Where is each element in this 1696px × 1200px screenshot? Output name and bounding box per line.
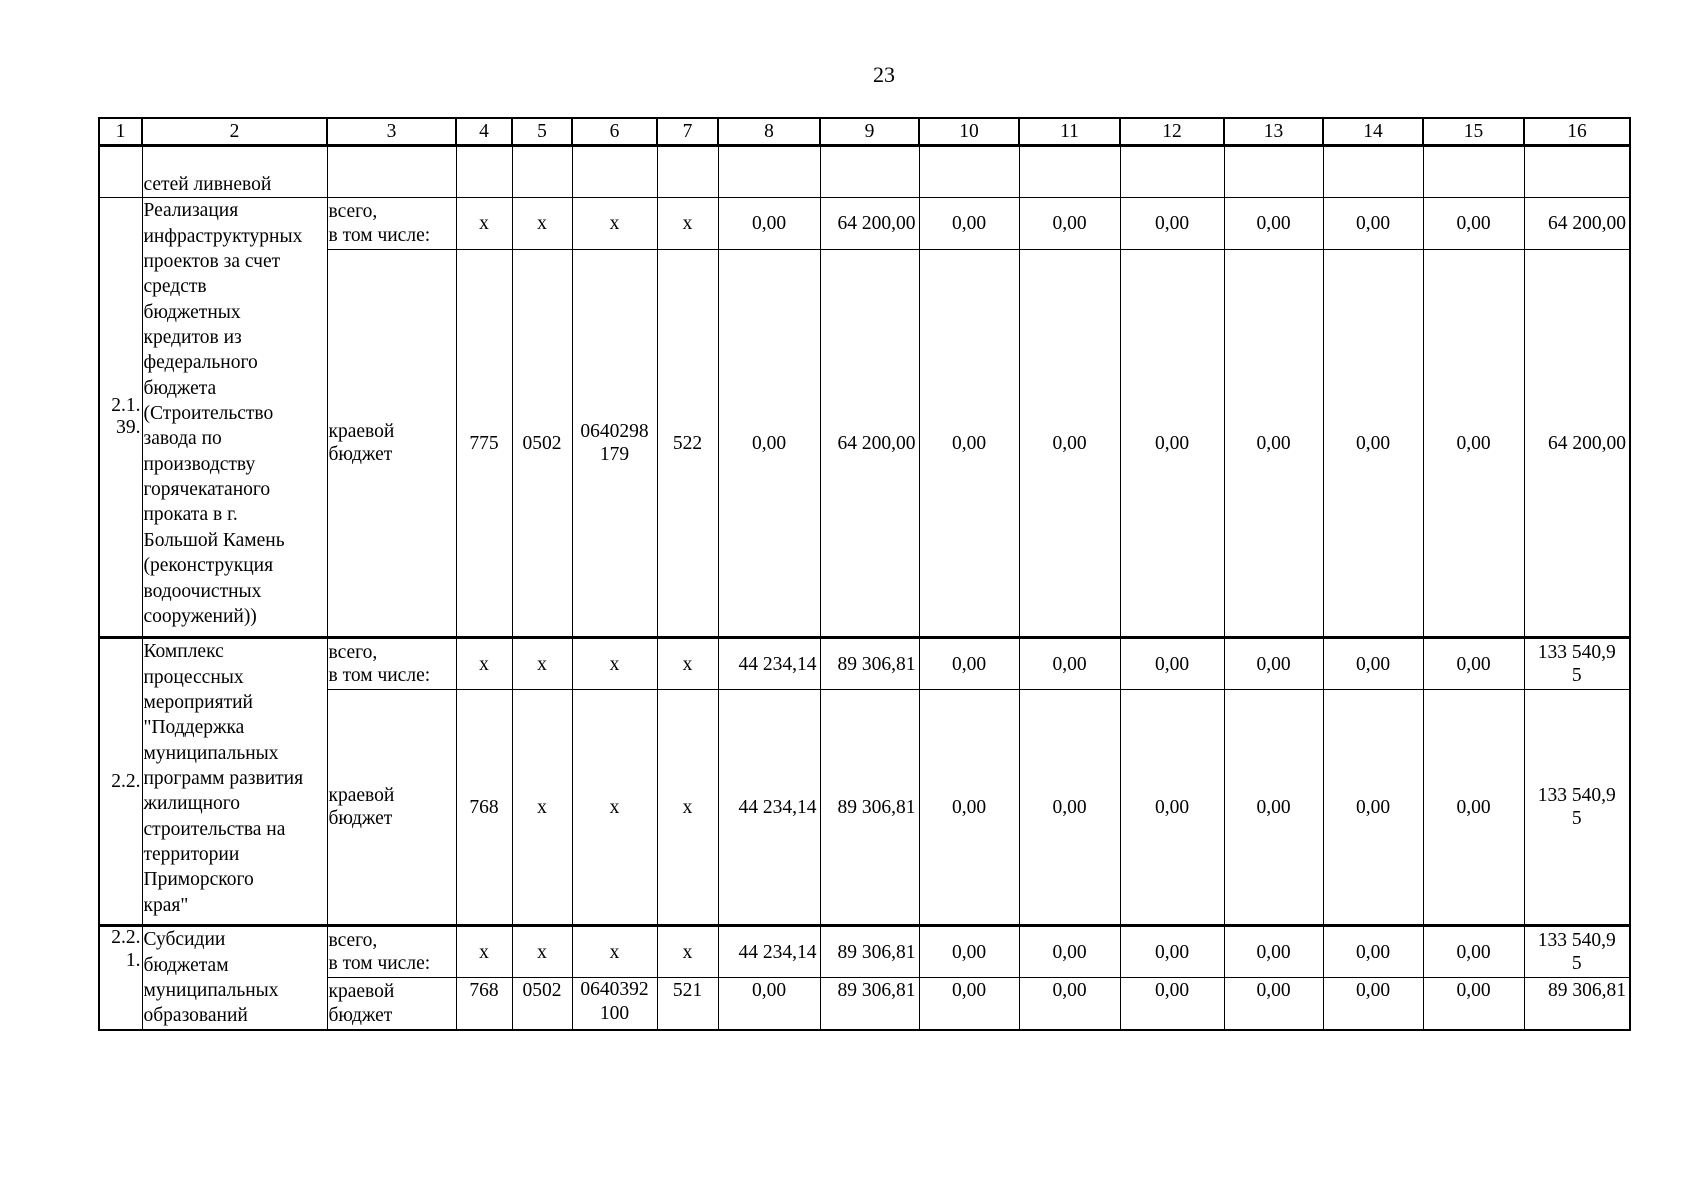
cell-col10: 0,00 xyxy=(919,250,1019,638)
column-header: 14 xyxy=(1323,118,1423,146)
cell-col6: х xyxy=(572,638,657,690)
empty-cell xyxy=(657,146,718,198)
cell-col12: 0,00 xyxy=(1120,638,1224,690)
cell-col11: 0,00 xyxy=(1019,638,1120,690)
page-number: 23 xyxy=(873,62,895,87)
item-name: Комплекс процессных мероприятий "Поддержка муниципальных программ развития жилищного строительства на территории Приморского края" xyxy=(142,638,327,926)
cell-col15: 0,00 xyxy=(1423,250,1524,638)
cell-col8: 44 234,14 xyxy=(718,926,820,978)
table-row-2-2-total xyxy=(99,638,1630,690)
cell-col13: 0,00 xyxy=(1224,690,1323,926)
empty-cell xyxy=(512,146,572,198)
column-header: 7 xyxy=(657,118,718,146)
cell-col9: 89 306,81 xyxy=(820,926,919,978)
cell-col9: 89 306,81 xyxy=(820,978,919,1030)
column-header: 9 xyxy=(820,118,919,146)
funding-source: краевой бюджет xyxy=(327,978,456,1030)
cell-col6: х xyxy=(572,926,657,978)
cell-col5: х xyxy=(512,690,572,926)
column-header: 15 xyxy=(1423,118,1524,146)
cell-col5: х xyxy=(512,198,572,250)
cell-col16: 133 540,9 5 xyxy=(1524,690,1630,926)
cell-col14: 0,00 xyxy=(1323,638,1423,690)
item-name-continuation: сетей ливневой xyxy=(142,146,327,198)
cell-col15: 0,00 xyxy=(1423,926,1524,978)
item-name: Субсидии бюджетам муниципальных образований xyxy=(142,926,327,1030)
cell-col8: 0,00 xyxy=(718,250,820,638)
cell-col14: 0,00 xyxy=(1323,250,1423,638)
empty-cell xyxy=(572,146,657,198)
cell-col13: 0,00 xyxy=(1224,638,1323,690)
item-number: 2.2. xyxy=(99,638,142,926)
cell-col9: 64 200,00 xyxy=(820,250,919,638)
funding-source: всего, в том числе: xyxy=(327,926,456,978)
empty-cell xyxy=(327,146,456,198)
cell-col12: 0,00 xyxy=(1120,690,1224,926)
cell-col12: 0,00 xyxy=(1120,978,1224,1030)
empty-cell xyxy=(1423,146,1524,198)
cell-col10: 0,00 xyxy=(919,638,1019,690)
cell-col12: 0,00 xyxy=(1120,926,1224,978)
column-header: 2 xyxy=(142,118,327,146)
cell-col14: 0,00 xyxy=(1323,978,1423,1030)
funding-source: всего, в том числе: xyxy=(327,198,456,250)
funding-source: всего, в том числе: xyxy=(327,638,456,690)
cell-col9: 89 306,81 xyxy=(820,690,919,926)
cell-col15: 0,00 xyxy=(1423,690,1524,926)
cell-col7: х xyxy=(657,926,718,978)
cell-col13: 0,00 xyxy=(1224,250,1323,638)
cell-col10: 0,00 xyxy=(919,926,1019,978)
cell-col6: х xyxy=(572,198,657,250)
funding-source: краевой бюджет xyxy=(327,250,456,638)
cell-col4: х xyxy=(456,926,512,978)
cell-col7: х xyxy=(657,198,718,250)
cell-col7: 521 xyxy=(657,978,718,1030)
cell-col4: 768 xyxy=(456,978,512,1030)
empty-cell xyxy=(1019,146,1120,198)
cell-col11: 0,00 xyxy=(1019,690,1120,926)
cell-col4: х xyxy=(456,198,512,250)
table-row-2-1-39-regional xyxy=(99,250,1630,638)
cell-col9: 89 306,81 xyxy=(820,638,919,690)
cell-col15: 0,00 xyxy=(1423,638,1524,690)
empty-cell xyxy=(820,146,919,198)
column-header: 4 xyxy=(456,118,512,146)
cell-col16: 133 540,9 5 xyxy=(1524,926,1630,978)
cell-col16: 89 306,81 xyxy=(1524,978,1630,1030)
cell-col10: 0,00 xyxy=(919,690,1019,926)
empty-cell xyxy=(1323,146,1423,198)
cell-col11: 0,00 xyxy=(1019,926,1120,978)
item-number: 2.1. 39. xyxy=(99,198,142,638)
cell-col16: 64 200,00 xyxy=(1524,198,1630,250)
cell-col13: 0,00 xyxy=(1224,198,1323,250)
cell-col11: 0,00 xyxy=(1019,250,1120,638)
cell-col5: х xyxy=(512,926,572,978)
item-name: Реализация инфраструктурных проектов за счет средств бюджетных кредитов из федерального бюджета (Строительство завода по производству горячекатаного проката в г. Большой Камень (реконструкция водоочистных сооружений)) xyxy=(142,198,327,638)
cell-col6: 0640392 100 xyxy=(572,978,657,1030)
cell-col16: 133 540,9 5 xyxy=(1524,638,1630,690)
table-row-2-2-1-total xyxy=(99,926,1630,978)
cell-col5: 0502 xyxy=(512,978,572,1030)
empty-cell xyxy=(718,146,820,198)
table-row-2-2-regional xyxy=(99,690,1630,926)
cell-col13: 0,00 xyxy=(1224,978,1323,1030)
cell-col9: 64 200,00 xyxy=(820,198,919,250)
cell-col14: 0,00 xyxy=(1323,690,1423,926)
cell-col6: 0640298 179 xyxy=(572,250,657,638)
column-header: 10 xyxy=(919,118,1019,146)
empty-cell xyxy=(1224,146,1323,198)
table-row-2-2-1-regional xyxy=(99,978,1630,1030)
cell-col16: 64 200,00 xyxy=(1524,250,1630,638)
empty-cell xyxy=(456,146,512,198)
cell-col8: 44 234,14 xyxy=(718,690,820,926)
cell-col14: 0,00 xyxy=(1323,198,1423,250)
column-header: 11 xyxy=(1019,118,1120,146)
column-header: 1 xyxy=(99,118,142,146)
empty-cell xyxy=(919,146,1019,198)
cell-col13: 0,00 xyxy=(1224,926,1323,978)
empty-cell xyxy=(99,146,142,198)
cell-col7: 522 xyxy=(657,250,718,638)
cell-col4: х xyxy=(456,638,512,690)
column-header: 8 xyxy=(718,118,820,146)
cell-col12: 0,00 xyxy=(1120,198,1224,250)
cell-col6: х xyxy=(572,690,657,926)
column-header: 13 xyxy=(1224,118,1323,146)
column-header: 6 xyxy=(572,118,657,146)
column-header: 12 xyxy=(1120,118,1224,146)
cell-col10: 0,00 xyxy=(919,978,1019,1030)
cell-col14: 0,00 xyxy=(1323,926,1423,978)
cell-col5: 0502 xyxy=(512,250,572,638)
cell-col11: 0,00 xyxy=(1019,198,1120,250)
column-header: 3 xyxy=(327,118,456,146)
empty-cell xyxy=(1524,146,1630,198)
budget-table xyxy=(98,117,1631,1031)
cell-col7: х xyxy=(657,638,718,690)
cell-col7: х xyxy=(657,690,718,926)
cell-col4: 768 xyxy=(456,690,512,926)
cell-col15: 0,00 xyxy=(1423,198,1524,250)
table-row-continuation xyxy=(99,146,1630,198)
funding-source: краевой бюджет xyxy=(327,690,456,926)
item-number: 2.2. 1. xyxy=(99,926,142,1030)
cell-col4: 775 xyxy=(456,250,512,638)
cell-col8: 44 234,14 xyxy=(718,638,820,690)
column-header: 16 xyxy=(1524,118,1630,146)
cell-col15: 0,00 xyxy=(1423,978,1524,1030)
cell-col11: 0,00 xyxy=(1019,978,1120,1030)
column-header: 5 xyxy=(512,118,572,146)
cell-col10: 0,00 xyxy=(919,198,1019,250)
cell-col8: 0,00 xyxy=(718,978,820,1030)
empty-cell xyxy=(1120,146,1224,198)
cell-col12: 0,00 xyxy=(1120,250,1224,638)
table-row-2-1-39-total xyxy=(99,198,1630,250)
cell-col8: 0,00 xyxy=(718,198,820,250)
column-number-row xyxy=(99,118,1630,146)
cell-col5: х xyxy=(512,638,572,690)
